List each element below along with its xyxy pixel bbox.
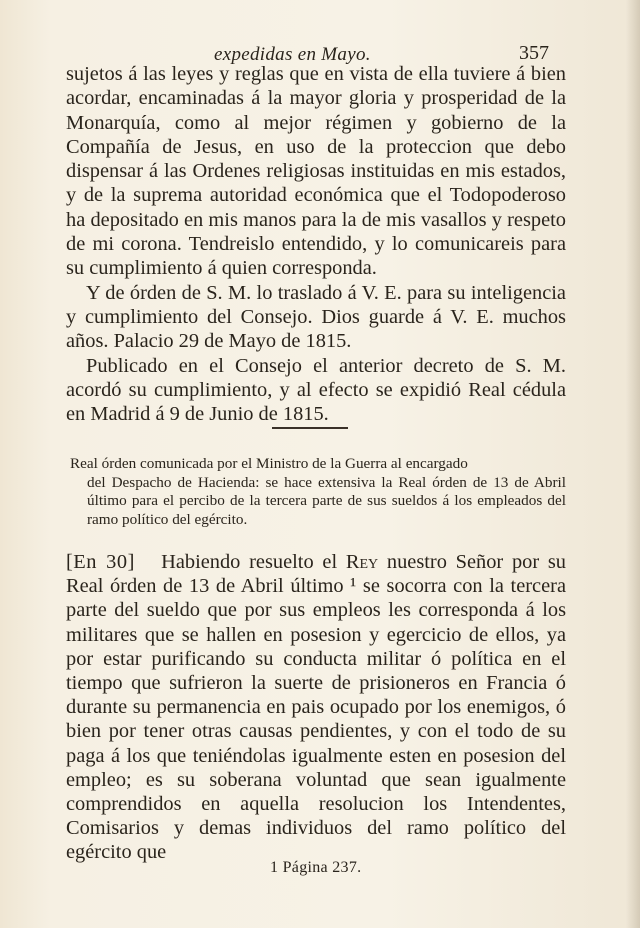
transfer-paragraph: Y de órden de S. M. lo traslado á V. E. para su inteligencia y cumplimiento del Consejo. Dios guarde á V. E. muchos años. Palacio 29 de Mayo de 1815. bbox=[66, 281, 566, 353]
date-reference: [En 30] bbox=[66, 551, 135, 573]
order-body: nuestro Señor por su Real órden de 13 de Abril último ¹ se socorra con la tercera parte del sueldo que por sus empleos les corresponda á los militares que se hallen en posesion y egercicio de ellos, ya por estar purificando su conducta militar ó política en el tiempo que sufrieron la suerte de prisioneros en Francia ó durante su permanencia en pais ocupado por los enemigos, ó bien por tener otras causas pendientes, y con el todo de su paga á los que teniéndolas igualmente esten en posesion del empleo; es su soberana voluntad que sean igualmente comprendidos en aquella resolucion los Intendentes, Comisarios y demas individuos del ramo político del egército que bbox=[66, 551, 566, 864]
order-summary bbox=[70, 455, 566, 529]
publication-paragraph: Publicado en el Consejo el anterior decreto de S. M. acordó su cumplimiento, y al efecto se expidió Real cédula en Madrid á 9 de Junio de 1815. bbox=[66, 354, 566, 426]
king-title: Rey bbox=[345, 551, 379, 573]
order-text bbox=[66, 550, 566, 865]
section-divider bbox=[272, 427, 348, 429]
order-lead: Habiendo resuelto el bbox=[161, 551, 338, 573]
decree-paragraph: sujetos á las leyes y reglas que en vista de ella tuviere á bien acordar, encaminadas á la mayor gloria y prosperidad de la Monarquía, como al mejor régimen y gobierno de la Compañía de Jesus, en uso de la proteccion que debo dispensar á las Ordenes religiosas instituidas en mis estados, y de la suprema autoridad económica que el Todopoderoso ha depositado en mis manos para la de mis vasallos y respeto de mi corona. Tendreislo entendido, y lo comunicareis para su cumplimiento á quien corresponda. bbox=[66, 63, 566, 280]
footnote: 1 Página 237. bbox=[270, 859, 362, 876]
summary-remaining: del Despacho de Hacienda: se hace extensiva la Real órden de 13 de Abril último para el percibo de la tercera parte de sus sueldos á los empleados del ramo político del egército. bbox=[87, 473, 566, 528]
page-number: 357 bbox=[519, 42, 549, 64]
order-paragraph bbox=[66, 550, 566, 865]
decree-text bbox=[66, 62, 566, 426]
running-title: expedidas en Mayo. bbox=[214, 44, 371, 65]
summary-first-line: Real órden comunicada por el Ministro de la Guerra al encargado bbox=[70, 455, 468, 472]
